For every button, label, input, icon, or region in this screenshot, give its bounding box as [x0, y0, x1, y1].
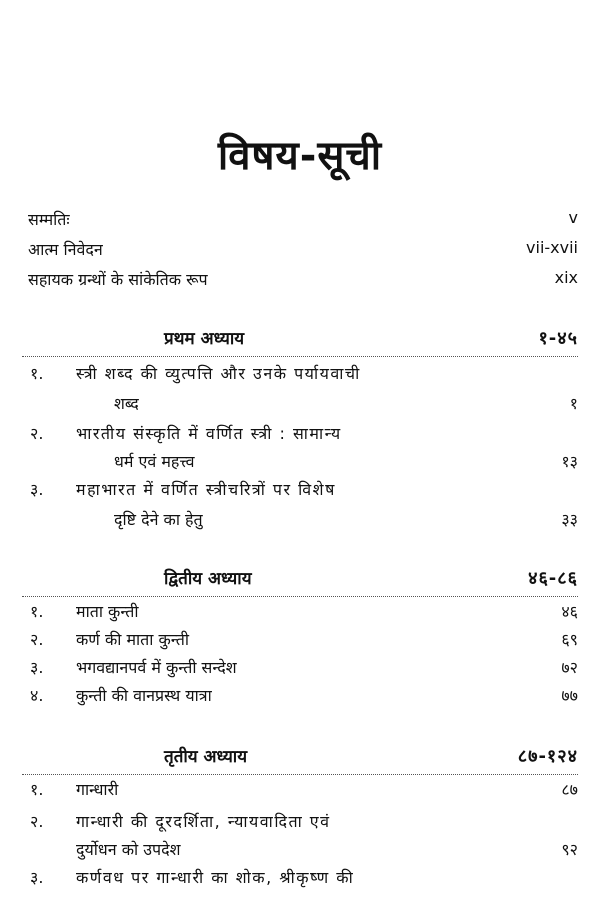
chapter-heading — [0, 744, 600, 774]
front-matter-page: xix — [554, 268, 578, 287]
entry-page: ७७ — [561, 686, 578, 705]
chapter-heading — [0, 326, 600, 356]
entry-page: ६९ — [561, 630, 578, 649]
page-title: विषय-सूची — [217, 133, 383, 179]
toc-entry — [0, 628, 600, 658]
entry-title: महाभारत में वर्णित स्त्रीचरित्रों पर विशेष — [76, 480, 336, 499]
dotted-divider — [22, 596, 578, 597]
toc-entry-continued — [0, 838, 600, 868]
entry-number: २. — [30, 424, 44, 443]
entry-number: ४. — [30, 686, 44, 705]
entry-number: २. — [30, 812, 44, 831]
entry-title: माता कुन्ती — [76, 602, 139, 621]
chapter-page-range: ४६-८६ — [528, 568, 578, 589]
chapter-title: प्रथम अध्याय — [164, 329, 245, 349]
entry-title: भगवद्यानपर्व में कुन्ती सन्देश — [76, 658, 237, 677]
entry-page: ९२ — [561, 840, 578, 859]
toc-entry — [0, 600, 600, 630]
toc-entry-continued — [0, 392, 600, 422]
chapter-page-range: १-४५ — [538, 328, 578, 349]
front-matter-label: सहायक ग्रन्थों के सांकेतिक रूप — [28, 270, 208, 289]
front-matter-item — [0, 238, 600, 268]
entry-number: ३. — [30, 868, 44, 887]
entry-page: ३३ — [561, 510, 578, 529]
entry-page: ८७ — [561, 780, 578, 799]
entry-page: १३ — [561, 452, 578, 471]
entry-title-continued: धर्म एवं महत्त्व — [114, 452, 195, 471]
toc-entry-continued — [0, 450, 600, 480]
entry-page: ४६ — [561, 602, 578, 621]
entry-title: कर्ण की माता कुन्ती — [76, 630, 190, 649]
toc-entry-continued — [0, 508, 600, 538]
entry-number: ३. — [30, 658, 44, 677]
toc-entry — [0, 810, 600, 840]
entry-number: १. — [30, 364, 44, 383]
entry-title-continued: दृष्टि देने का हेतु — [114, 510, 203, 529]
entry-title-continued: शब्द — [114, 394, 139, 413]
entry-number: ३. — [30, 480, 44, 499]
entry-title: गान्धारी की दूरदर्शिता, न्यायवादिता एवं — [76, 812, 331, 831]
entry-number: २. — [30, 630, 44, 649]
toc-entry — [0, 684, 600, 714]
chapter-title: तृतीय अध्याय — [164, 747, 248, 767]
entry-title: कर्णवध पर गान्धारी का शोक, श्रीकृष्ण की — [76, 868, 355, 887]
toc-entry — [0, 656, 600, 686]
front-matter-item — [0, 268, 600, 298]
front-matter-page: vii-xvii — [526, 238, 578, 257]
toc-entry — [0, 422, 600, 452]
front-matter-label: सम्मतिः — [28, 210, 70, 229]
chapter-page-range: ८७-१२४ — [517, 746, 578, 767]
toc-entry — [0, 778, 600, 808]
dotted-divider — [22, 356, 578, 357]
entry-page: ७२ — [561, 658, 578, 677]
toc-entry — [0, 362, 600, 392]
chapter-title: द्वितीय अध्याय — [164, 569, 252, 589]
toc-entry — [0, 866, 600, 896]
toc-entry — [0, 478, 600, 508]
chapter-heading — [0, 566, 600, 596]
entry-number: १. — [30, 780, 44, 799]
front-matter-page: v — [568, 208, 578, 227]
entry-title: स्त्री शब्द की व्युत्पत्ति और उनके पर्यायवाची — [76, 364, 361, 383]
dotted-divider — [22, 774, 578, 775]
entry-title: भारतीय संस्कृति में वर्णित स्त्री : सामान्य — [76, 424, 342, 443]
entry-title: कुन्ती की वानप्रस्थ यात्रा — [76, 686, 212, 705]
front-matter-label: आत्म निवेदन — [28, 240, 103, 259]
entry-number: १. — [30, 602, 44, 621]
entry-title: गान्धारी — [76, 780, 119, 799]
entry-title-continued: दुर्योधन को उपदेश — [76, 840, 181, 859]
front-matter-item — [0, 208, 600, 238]
entry-page: १ — [569, 394, 578, 413]
